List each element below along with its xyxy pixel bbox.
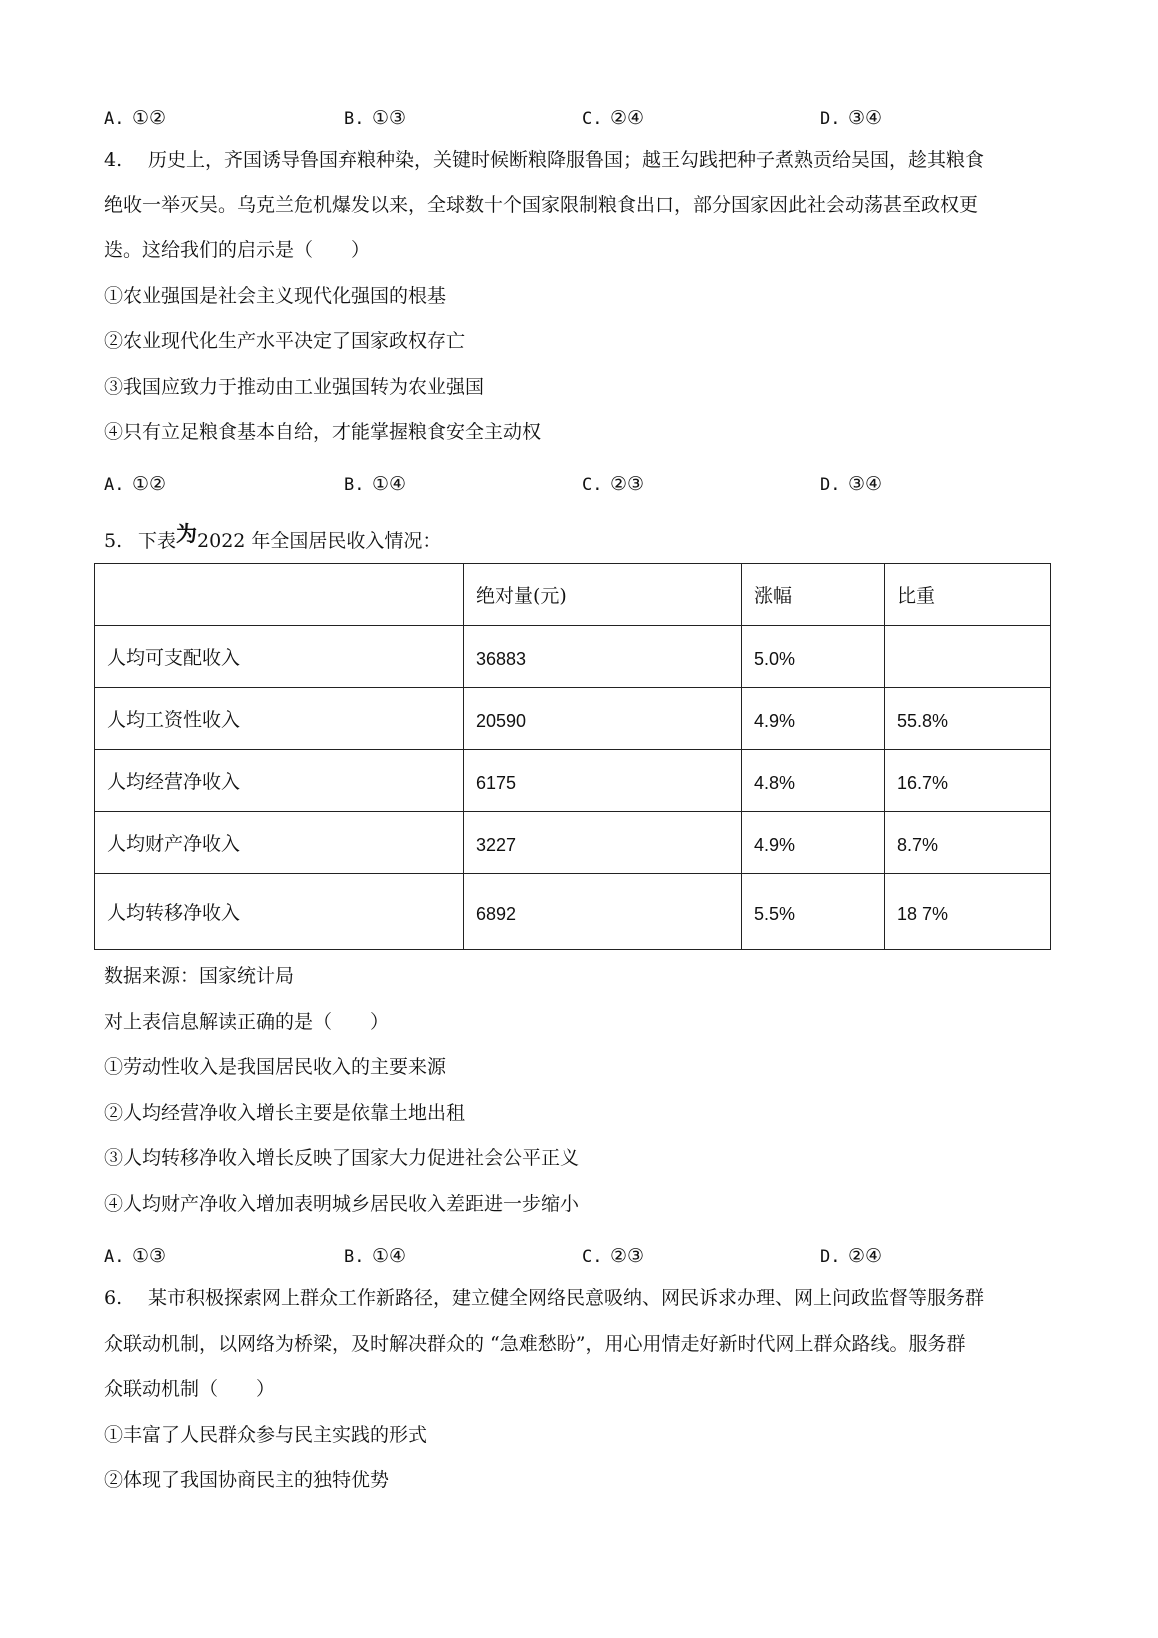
table-cell-growth: 5.5%	[742, 874, 885, 950]
q4-options	[104, 472, 1004, 496]
q4-option-a[interactable]	[104, 472, 166, 497]
q5-option-c[interactable]	[582, 1244, 644, 1269]
table-cell-share: 18 7%	[885, 874, 1051, 950]
table-row	[95, 750, 1051, 812]
q5-question: 对上表信息解读正确的是（ ）	[104, 1011, 390, 1033]
q5-number: 5.	[104, 530, 123, 552]
table-row	[95, 874, 1051, 950]
q6-item: ①丰富了人民群众参与民主实践的形式	[104, 1424, 428, 1446]
q5-intro	[104, 521, 442, 553]
income-table	[94, 563, 1051, 950]
table-cell-growth: 4.8%	[742, 750, 885, 812]
q4-item: ③我国应致力于推动由工业强国转为农业强国	[104, 376, 485, 398]
q4-number: 4.	[104, 149, 123, 171]
option-key: A.	[104, 109, 125, 129]
table-header-row	[95, 564, 1051, 626]
q4-item: ②农业现代化生产水平决定了国家政权存亡	[104, 330, 466, 352]
table-header-cell: 绝对量(元)	[464, 564, 742, 626]
table-cell-share: 8.7%	[885, 812, 1051, 874]
table-header-cell: 比重	[885, 564, 1051, 626]
q5-intro-big: 为	[176, 521, 198, 546]
table-cell-share: 55.8%	[885, 688, 1051, 750]
table-row	[95, 626, 1051, 688]
q5-option-a[interactable]	[104, 1244, 166, 1269]
option-key: B.	[344, 109, 365, 129]
option-text: ①②	[132, 107, 167, 129]
q4-stem-line2: 绝收一举灭吴。乌克兰危机爆发以来，全球数十个国家限制粮食出口，部分国家因此社会动荡甚至政权更	[104, 194, 979, 216]
q5-item: ③人均转移净收入增长反映了国家大力促进社会公平正义	[104, 1147, 580, 1169]
q5-intro-pre: 下表	[138, 530, 177, 552]
table-cell-label: 人均可支配收入	[95, 626, 464, 688]
table-cell-growth: 4.9%	[742, 812, 885, 874]
option-text: ①③	[132, 1245, 167, 1267]
q3-option-a[interactable]	[104, 106, 166, 131]
q3-option-b[interactable]	[344, 106, 406, 131]
q4-item: ④只有立足粮食基本自给，才能掌握粮食安全主动权	[104, 421, 542, 443]
table-cell-label: 人均财产净收入	[95, 812, 464, 874]
table-cell-amount: 6892	[464, 874, 742, 950]
q3-options	[104, 106, 1004, 130]
q6-item: ②体现了我国协商民主的独特优势	[104, 1469, 390, 1491]
option-key: C.	[582, 1247, 603, 1267]
q4-stem-line1	[104, 148, 984, 172]
q5-item: ①劳动性收入是我国居民收入的主要来源	[104, 1056, 447, 1078]
table-cell-growth: 5.0%	[742, 626, 885, 688]
q5-source: 数据来源：国家统计局	[104, 965, 295, 987]
q5-intro-post: 2022 年全国居民收入情况：	[197, 530, 442, 552]
table-row	[95, 688, 1051, 750]
q4-stem-text: 历史上，齐国诱导鲁国弃粮种染，关键时候断粮降服鲁国；越王勾践把种子煮熟贡给吴国，趁其粮食	[148, 149, 985, 171]
q4-option-b[interactable]	[344, 472, 406, 497]
option-text: ②③	[610, 1245, 645, 1267]
q5-item: ②人均经营净收入增长主要是依靠土地出租	[104, 1102, 466, 1124]
table-cell-growth: 4.9%	[742, 688, 885, 750]
table-cell-share: 16.7%	[885, 750, 1051, 812]
q4-option-c[interactable]	[582, 472, 644, 497]
table-cell-amount: 36883	[464, 626, 742, 688]
table-header-cell	[95, 564, 464, 626]
table-cell-amount: 3227	[464, 812, 742, 874]
q5-options	[104, 1244, 1004, 1268]
table-cell-label: 人均工资性收入	[95, 688, 464, 750]
table-cell-label: 人均转移净收入	[95, 874, 464, 950]
q5-option-b[interactable]	[344, 1244, 406, 1269]
option-text: ①③	[372, 107, 407, 129]
option-key: D.	[820, 109, 841, 129]
q5-option-d[interactable]	[820, 1244, 882, 1269]
q6-stem-line3: 众联动机制（ ）	[104, 1378, 276, 1400]
option-key: B.	[344, 475, 365, 495]
table-cell-amount: 20590	[464, 688, 742, 750]
q6-number: 6.	[104, 1287, 123, 1309]
q6-stem-line1	[104, 1286, 984, 1310]
option-text: ②④	[610, 107, 645, 129]
q6-stem-line2: 众联动机制，以网络为桥梁，及时解决群众的 “急难愁盼”，用心用情走好新时代网上群众路线。服务群	[104, 1333, 966, 1355]
table-cell-label: 人均经营净收入	[95, 750, 464, 812]
table-row	[95, 812, 1051, 874]
option-key: C.	[582, 109, 603, 129]
option-text: ①②	[132, 473, 167, 495]
q3-option-c[interactable]	[582, 106, 644, 131]
table-cell-share	[885, 626, 1051, 688]
option-text: ②③	[610, 473, 645, 495]
option-key: A.	[104, 475, 125, 495]
table-cell-amount: 6175	[464, 750, 742, 812]
table-header-cell: 涨幅	[742, 564, 885, 626]
option-text: ③④	[848, 107, 883, 129]
q6-stem-text: 某市积极探索网上群众工作新路径，建立健全网络民意吸纳、网民诉求办理、网上问政监督等服务群	[148, 1287, 985, 1309]
option-key: D.	[820, 475, 841, 495]
option-text: ③④	[848, 473, 883, 495]
option-text: ②④	[848, 1245, 883, 1267]
option-key: D.	[820, 1247, 841, 1267]
q4-item: ①农业强国是社会主义现代化强国的根基	[104, 285, 447, 307]
option-key: A.	[104, 1247, 125, 1267]
q3-option-d[interactable]	[820, 106, 882, 131]
q5-item: ④人均财产净收入增加表明城乡居民收入差距进一步缩小	[104, 1193, 580, 1215]
q4-stem-line3: 迭。这给我们的启示是（ ）	[104, 239, 371, 261]
option-key: C.	[582, 475, 603, 495]
q4-option-d[interactable]	[820, 472, 882, 497]
option-text: ①④	[372, 1245, 407, 1267]
option-text: ①④	[372, 473, 407, 495]
option-key: B.	[344, 1247, 365, 1267]
